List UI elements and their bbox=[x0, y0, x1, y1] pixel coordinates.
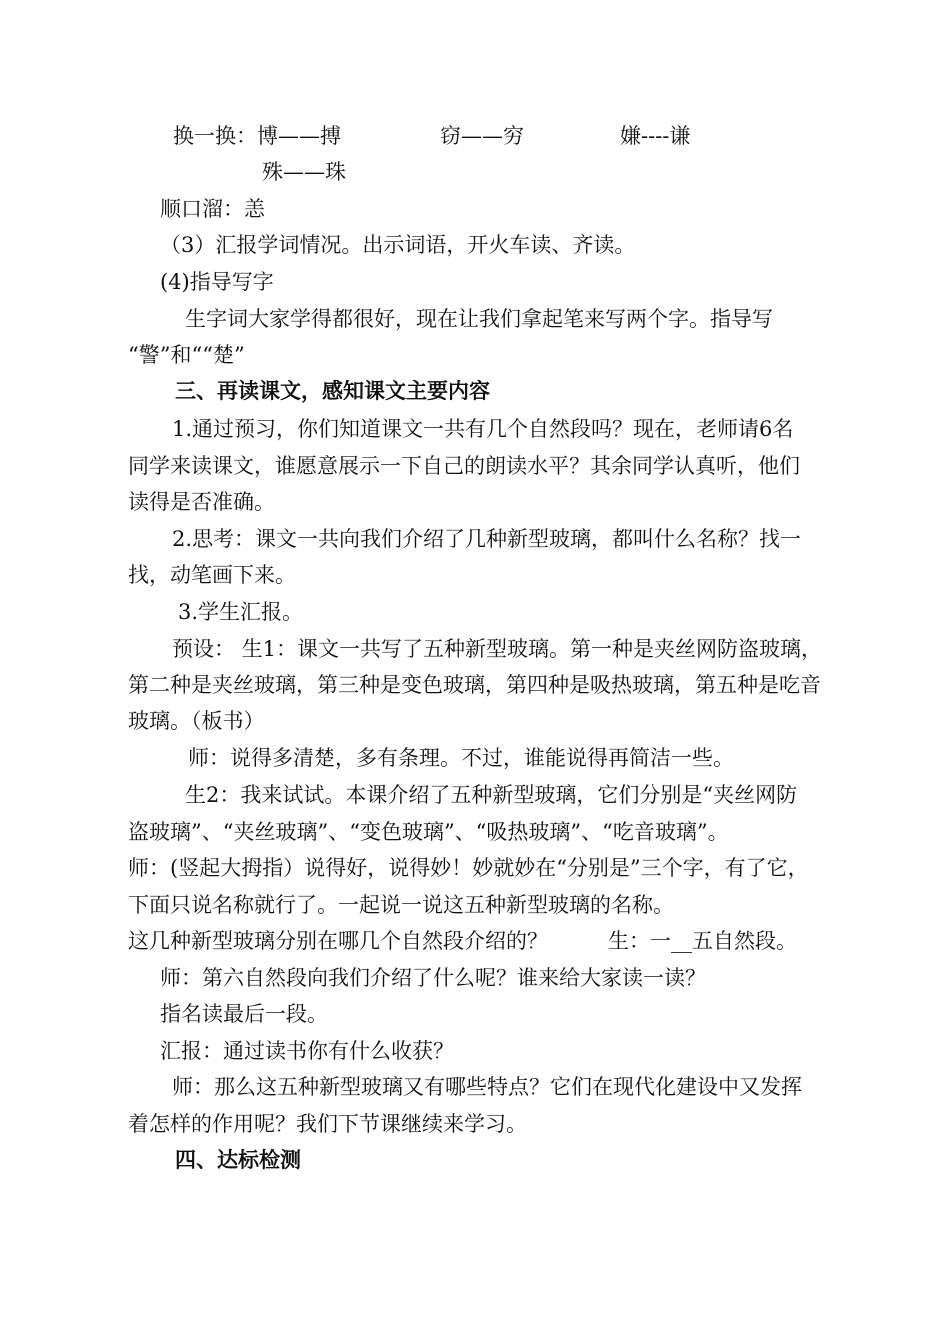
text-line: 汇报：通过读书你有什么收获？ bbox=[160, 1039, 454, 1063]
text-line: “警”和““楚” bbox=[128, 343, 245, 367]
text-line: 着怎样的作用呢？我们下节课继续来学习。 bbox=[128, 1112, 527, 1136]
text-line: 玻璃。（板书） bbox=[128, 709, 265, 733]
text-line: 这几种新型玻璃分别在哪几个自然段介绍的？ bbox=[128, 929, 548, 953]
exchange-pair-4: 殊——珠 bbox=[262, 160, 346, 184]
exchange-pair-1: 换一换：博——搏 bbox=[173, 124, 341, 148]
text-line: 师：(竖起大拇指）说得好，说得妙！妙就妙在“分别是”三个字，有了它， bbox=[128, 856, 809, 880]
text-line: 生字词大家学得都很好，现在让我们拿起笔来写两个字。指导写 bbox=[185, 307, 773, 331]
text-line: （3）汇报学词情况。出示词语，开火车读、齐读。 bbox=[160, 233, 636, 257]
text-line: 读得是否准确。 bbox=[128, 490, 275, 514]
text-line: 找，动笔画下来。 bbox=[128, 563, 296, 587]
text-line: 指名读最后一段。 bbox=[160, 1002, 328, 1026]
text-line: (4)指导写字 bbox=[160, 270, 274, 294]
heading-text: 四、达标检测 bbox=[175, 1147, 301, 1172]
text-line: 3.学生汇报。 bbox=[178, 600, 304, 624]
text-line: 下面只说名称就行了。一起说一说这五种新型玻璃的名称。 bbox=[128, 893, 674, 917]
text-line: 生：一__五自然段。 bbox=[608, 929, 797, 953]
text-line: 生2：我来试试。本课介绍了五种新型玻璃，它们分别是“夹丝网防 bbox=[185, 783, 798, 807]
text-line: 师：第六自然段向我们介绍了什么呢？谁来给大家读一读？ bbox=[160, 966, 706, 990]
text-line: 师：那么这五种新型玻璃又有哪些特点？它们在现代化建设中又发挥 bbox=[172, 1075, 802, 1099]
text-line: 2.思考：课文一共向我们介绍了几种新型玻璃，都叫什么名称？找一 bbox=[172, 527, 802, 551]
text-line: 师：说得多清楚，多有条理。不过，谁能说得再简洁一些。 bbox=[188, 746, 734, 770]
text-line: 同学来读课文，谁愿意展示一下自己的朗读水平？其余同学认真听，他们 bbox=[128, 454, 800, 478]
heading-text: 三、再读课文，感知课文主要内容 bbox=[175, 378, 490, 403]
text-line: 1.通过预习，你们知道课文一共有几个自然段吗？现在，老师请6名 bbox=[172, 417, 794, 441]
exchange-pair-3: 嫌----谦 bbox=[620, 124, 691, 148]
exchange-pair-2: 窃——穷 bbox=[440, 124, 524, 148]
text-line: 第二种是夹丝玻璃，第三种是变色玻璃，第四种是吸热玻璃，第五种是吃音 bbox=[128, 673, 821, 697]
text-line: 预设： 生1：课文一共写了五种新型玻璃。第一种是夹丝网防盗玻璃， bbox=[172, 637, 823, 661]
text-line: 顺口溜：恙 bbox=[160, 197, 265, 221]
text-line: 盗玻璃”、“夹丝玻璃”、“变色玻璃”、“吸热玻璃”、“吃音玻璃”。 bbox=[128, 820, 729, 844]
